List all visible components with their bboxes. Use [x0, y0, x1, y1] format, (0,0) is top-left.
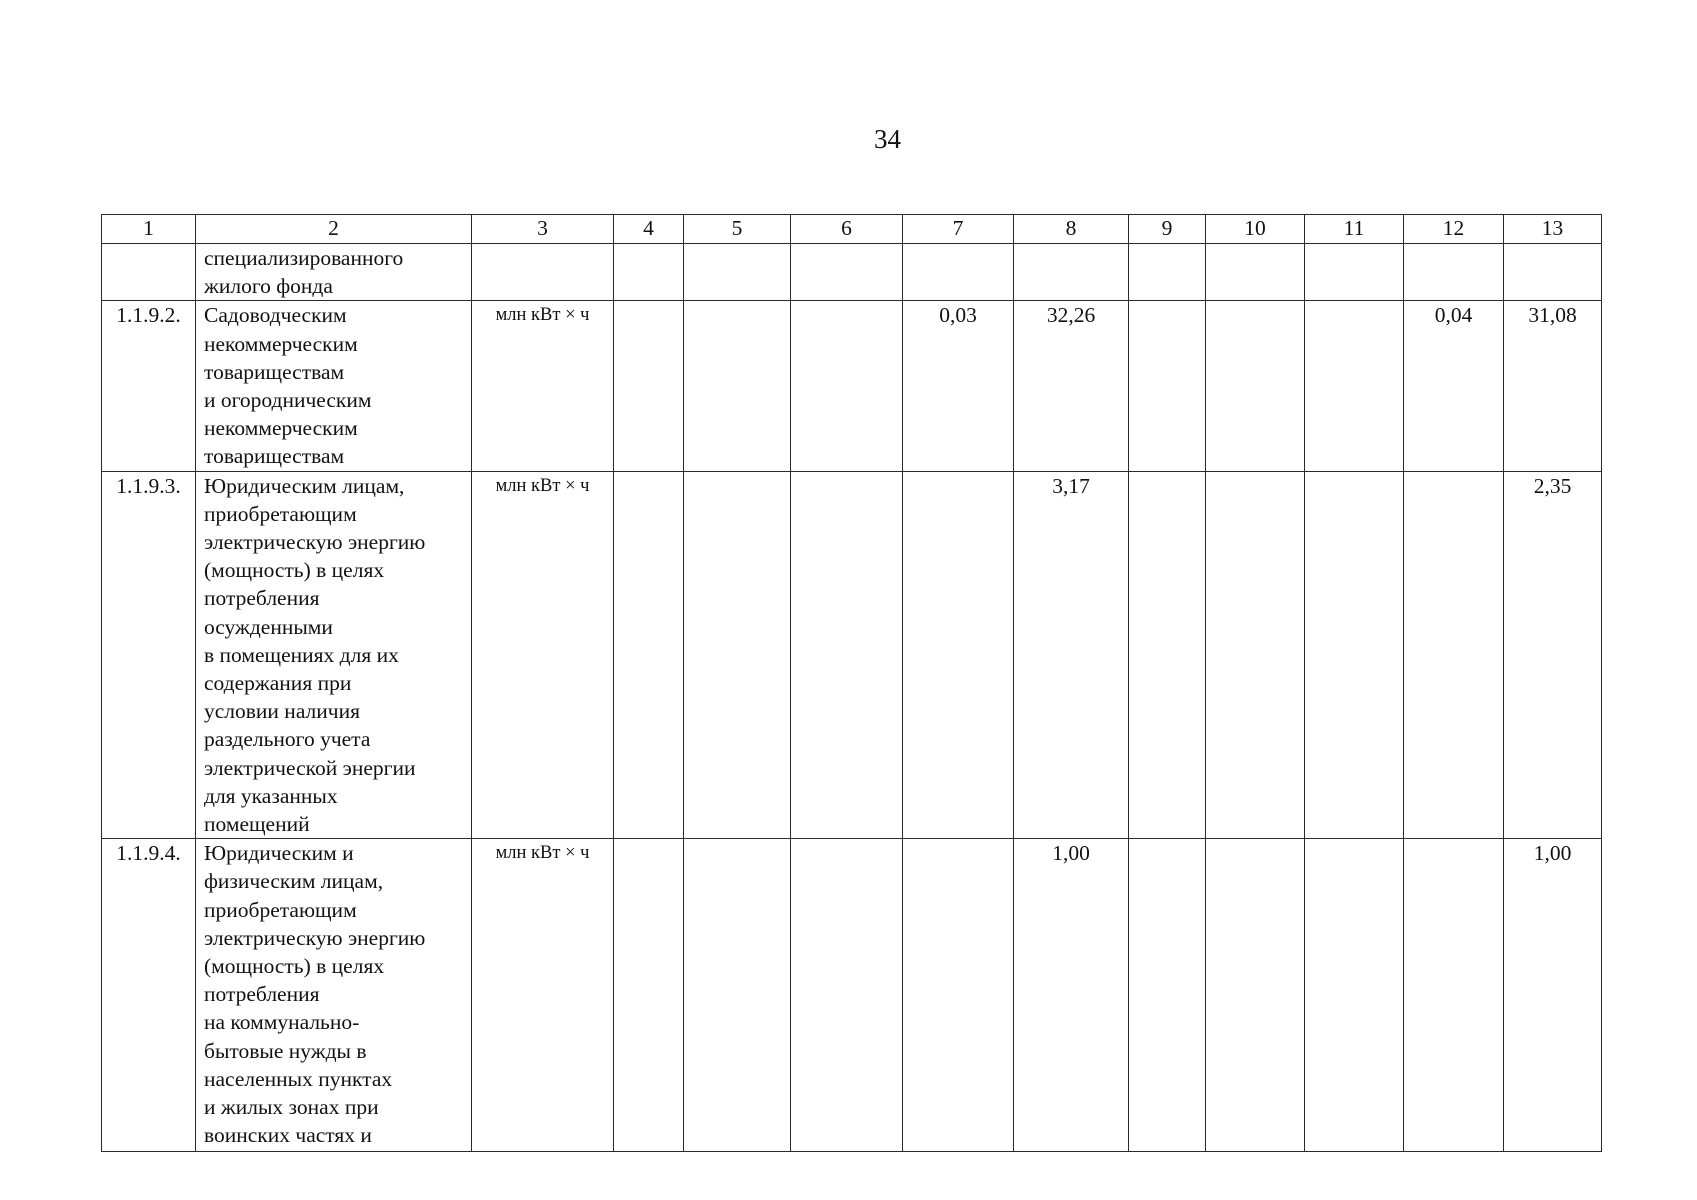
value-cell-col-5	[684, 839, 791, 1152]
value-cell-col-11	[1305, 244, 1404, 301]
value-cell-col-6	[791, 471, 903, 839]
table-body	[102, 244, 1602, 1152]
consumer-group-line: (мощность) в целях	[204, 558, 385, 583]
consumer-group-line: товариществам	[204, 444, 345, 469]
value-cell-col-11	[1305, 839, 1404, 1152]
consumer-group-line: и огородническим	[204, 388, 372, 413]
value-cell-col-9	[1129, 471, 1206, 839]
column-header: 4	[614, 215, 684, 244]
table-row	[102, 471, 1602, 839]
value-cell-col-9	[1129, 301, 1206, 471]
consumer-group-line: бытовые нужды в	[204, 1038, 367, 1063]
value-cell-col-6	[791, 244, 903, 301]
value-cell-col-7	[903, 244, 1014, 301]
consumer-group-line: условии наличия	[204, 699, 360, 724]
consumer-group-line: специализированного	[204, 246, 404, 270]
consumer-group-line: населенных пунктах	[204, 1066, 393, 1091]
value-cell-col-4	[614, 301, 684, 471]
value-cell-col-10	[1206, 301, 1305, 471]
column-header: 1	[102, 215, 196, 244]
consumer-group-line: раздельного учета	[204, 727, 371, 752]
column-header: 9	[1129, 215, 1206, 244]
consumer-group-line: для указанных	[204, 783, 338, 808]
column-header: 5	[684, 215, 791, 244]
value-cell-col-10	[1206, 471, 1305, 839]
consumer-group-line: электрической энергии	[204, 755, 416, 780]
column-header: 3	[472, 215, 614, 244]
value-cell-col-8: 32,26	[1014, 301, 1129, 471]
value-cell-col-13: 31,08	[1504, 301, 1602, 471]
consumer-group-line: приобретающим	[204, 897, 357, 922]
row-number-cell: 1.1.9.2.	[102, 301, 196, 471]
consumer-group-line: некоммерческим	[204, 416, 358, 441]
row-number-cell	[102, 244, 196, 301]
value-cell-col-13: 2,35	[1504, 471, 1602, 839]
table-header	[102, 215, 1602, 244]
column-header: 7	[903, 215, 1014, 244]
consumer-group-line: физическим лицам,	[204, 869, 384, 894]
value-cell-col-12	[1404, 471, 1504, 839]
consumer-group-line: помещений	[204, 812, 310, 837]
consumer-group-line: электрическую энергию	[204, 925, 426, 950]
consumer-group-line: электрическую энергию	[204, 530, 426, 555]
value-cell-col-4	[614, 839, 684, 1152]
consumer-group-line: Юридическим лицам,	[204, 473, 405, 498]
column-header: 2	[196, 215, 472, 244]
consumer-group-line: Юридическим и	[204, 841, 354, 866]
consumer-group-line: на коммунально-	[204, 1010, 360, 1035]
value-cell-col-8: 3,17	[1014, 471, 1129, 839]
value-cell-col-8: 1,00	[1014, 839, 1129, 1152]
value-cell-col-5	[684, 471, 791, 839]
row-number-cell: 1.1.9.3.	[102, 471, 196, 839]
unit-cell: млн кВт × ч	[472, 471, 614, 839]
unit-cell	[472, 244, 614, 301]
consumer-group-line: Садоводческим	[204, 303, 347, 328]
consumer-group-line: потребления	[204, 982, 320, 1007]
tariff-balance-table	[101, 214, 1602, 1152]
column-header: 13	[1504, 215, 1602, 244]
table-row	[102, 244, 1602, 301]
value-cell-col-12: 0,04	[1404, 301, 1504, 471]
column-number-row	[102, 215, 1602, 244]
column-header: 11	[1305, 215, 1404, 244]
value-cell-col-11	[1305, 301, 1404, 471]
column-header: 12	[1404, 215, 1504, 244]
table-row	[102, 301, 1602, 471]
value-cell-col-9	[1129, 244, 1206, 301]
value-cell-col-9	[1129, 839, 1206, 1152]
consumer-group-line: в помещениях для их	[204, 642, 399, 667]
consumer-group-line: (мощность) в целях	[204, 954, 385, 979]
value-cell-col-5	[684, 301, 791, 471]
page-number: 34	[874, 124, 901, 154]
consumer-group-line: товариществам	[204, 359, 345, 384]
consumer-group-line: осужденными	[204, 614, 333, 639]
consumer-group-line: приобретающим	[204, 501, 357, 526]
consumer-group-line: и жилых зонах при	[204, 1095, 379, 1120]
consumer-group-line: потребления	[204, 586, 320, 611]
column-header: 6	[791, 215, 903, 244]
consumer-group-line: некоммерческим	[204, 331, 358, 356]
unit-cell: млн кВт × ч	[472, 839, 614, 1152]
row-number-cell: 1.1.9.4.	[102, 839, 196, 1152]
value-cell-col-4	[614, 471, 684, 839]
value-cell-col-12	[1404, 244, 1504, 301]
value-cell-col-12	[1404, 839, 1504, 1152]
value-cell-col-4	[614, 244, 684, 301]
value-cell-col-8	[1014, 244, 1129, 301]
column-header: 8	[1014, 215, 1129, 244]
value-cell-col-10	[1206, 244, 1305, 301]
unit-cell: млн кВт × ч	[472, 301, 614, 471]
value-cell-col-13: 1,00	[1504, 839, 1602, 1152]
consumer-group-line: содержания при	[204, 671, 352, 696]
consumer-group-cell	[196, 839, 472, 1152]
value-cell-col-6	[791, 839, 903, 1152]
value-cell-col-7	[903, 471, 1014, 839]
value-cell-col-6	[791, 301, 903, 471]
consumer-group-line: жилого фонда	[204, 274, 333, 299]
consumer-group-line: воинских частях и	[204, 1123, 372, 1148]
value-cell-col-10	[1206, 839, 1305, 1152]
column-header: 10	[1206, 215, 1305, 244]
value-cell-col-11	[1305, 471, 1404, 839]
value-cell-col-7	[903, 839, 1014, 1152]
consumer-group-cell	[196, 301, 472, 471]
consumer-group-cell	[196, 244, 472, 301]
value-cell-col-7: 0,03	[903, 301, 1014, 471]
table-row	[102, 839, 1602, 1152]
value-cell-col-5	[684, 244, 791, 301]
value-cell-col-13	[1504, 244, 1602, 301]
consumer-group-cell	[196, 471, 472, 839]
